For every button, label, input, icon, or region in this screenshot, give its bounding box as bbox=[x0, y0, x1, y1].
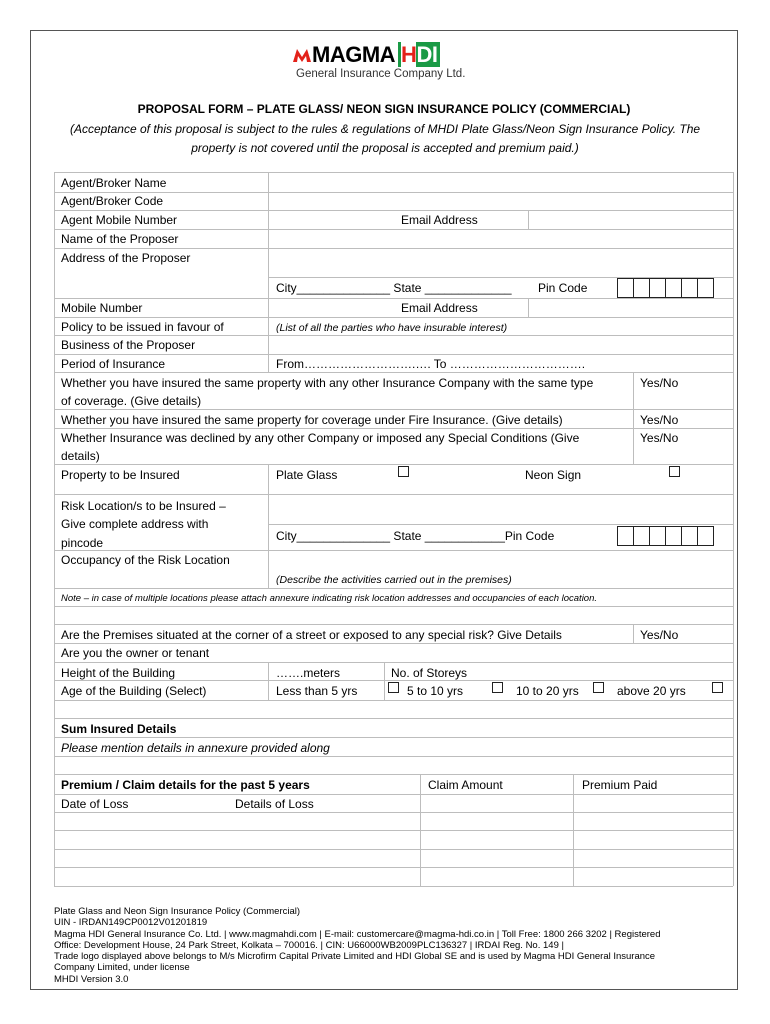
fire-insurance-question: Whether you have insured the same property for coverage under Fire Insurance. (Give details) bbox=[61, 413, 563, 427]
form-subtitle: (Acceptance of this proposal is subject to the rules & regulations of MHDI Plate Glass/Neon Sign Insurance Policy. The property is not covered until the proposal is accepted and premium paid.) bbox=[69, 122, 701, 155]
building-height-meters: …….meters bbox=[276, 666, 341, 680]
company-name: General Insurance Company Ltd. bbox=[296, 68, 466, 80]
premium-paid-header: Premium Paid bbox=[582, 778, 658, 792]
date-of-loss-header: Date of Loss bbox=[61, 797, 129, 811]
age-above-20-checkbox[interactable] bbox=[712, 682, 723, 693]
declined-question: Whether Insurance was declined by any other Company or imposed any Special Conditions (Give bbox=[61, 431, 580, 445]
agent-broker-code-label: Agent/Broker Code bbox=[61, 194, 164, 208]
footer-line: Trade logo displayed above belongs to M/s Microfirm Capital Private Limited and HDI Global SE and is used by Magma HDI General Insurance bbox=[54, 951, 656, 963]
magma-logo-icon bbox=[292, 47, 312, 63]
age-option-5-to-10: 5 to 10 yrs bbox=[407, 684, 464, 698]
owner-tenant-label: Are you the owner or tenant bbox=[61, 646, 210, 660]
neon-sign-checkbox[interactable] bbox=[669, 466, 680, 477]
other-insurance-question-cont: of coverage. (Give details) bbox=[61, 394, 202, 408]
risk-location-label-1: Risk Location/s to be Insured – bbox=[61, 499, 226, 513]
claim-amount-header: Claim Amount bbox=[428, 778, 503, 792]
plate-glass-checkbox[interactable] bbox=[398, 466, 409, 477]
form-title: PROPOSAL FORM – PLATE GLASS/ NEON SIGN INSURANCE POLICY (COMMERCIAL) bbox=[137, 102, 631, 116]
footer-line: Plate Glass and Neon Sign Insurance Policy (Commercial) bbox=[54, 906, 301, 917]
fire-insurance-yes-no[interactable]: Yes/No bbox=[640, 413, 679, 427]
occupancy-note: (Describe the activities carried out in the premises) bbox=[276, 574, 512, 586]
proposer-name-label: Name of the Proposer bbox=[61, 232, 179, 246]
pin-code-label: Pin Code bbox=[538, 281, 588, 295]
period-label: Period of Insurance bbox=[61, 357, 166, 371]
age-less-than-5-checkbox[interactable] bbox=[388, 682, 399, 693]
risk-location-label-3: pincode bbox=[61, 536, 104, 550]
corner-premises-question: Are the Premises situated at the corner of a street or exposed to any special risk? Give Details bbox=[61, 628, 562, 642]
company-logo bbox=[292, 42, 482, 86]
footer-line: Company Limited, under license bbox=[54, 962, 190, 974]
declined-yes-no[interactable]: Yes/No bbox=[640, 431, 679, 445]
annexure-note: Please mention details in annexure provided along bbox=[61, 741, 330, 755]
corner-premises-yes-no[interactable]: Yes/No bbox=[640, 628, 679, 642]
occupancy-label: Occupancy of the Risk Location bbox=[61, 553, 230, 567]
age-5-to-10-checkbox[interactable] bbox=[492, 682, 503, 693]
no-of-storeys-label: No. of Storeys bbox=[391, 666, 468, 680]
parties-note: (List of all the parties who have insurable interest) bbox=[276, 322, 508, 334]
logo-text-magma: MAGMA bbox=[312, 42, 396, 67]
footer bbox=[54, 906, 661, 985]
declined-question-cont: details) bbox=[61, 449, 100, 463]
pin-code-boxes[interactable] bbox=[618, 278, 714, 298]
other-insurance-question: Whether you have insured the same property with any other Insurance Company with the same type bbox=[61, 376, 594, 390]
agent-mobile-label: Agent Mobile Number bbox=[61, 213, 178, 227]
risk-pin-code-boxes[interactable] bbox=[618, 526, 714, 546]
risk-location-label-2: Give complete address with bbox=[61, 517, 209, 531]
property-insured-label: Property to be Insured bbox=[61, 468, 180, 482]
plate-glass-label: Plate Glass bbox=[276, 468, 338, 482]
agent-email-label: Email Address bbox=[401, 213, 478, 227]
city-state-label: City______________ State _____________ bbox=[276, 281, 512, 295]
logo-text-hdi: HDI bbox=[398, 42, 440, 67]
details-of-loss-header: Details of Loss bbox=[235, 797, 314, 811]
agent-broker-name-label: Agent/Broker Name bbox=[61, 176, 167, 190]
mobile-number-label: Mobile Number bbox=[61, 301, 143, 315]
age-option-less-than-5: Less than 5 yrs bbox=[276, 684, 358, 698]
business-label: Business of the Proposer bbox=[61, 338, 196, 352]
period-from-to: From……………………….…. To ……………………………. bbox=[276, 357, 586, 371]
multiple-locations-note: Note – in case of multiple locations please attach annexure indicating risk location addresses and occupancies of each location. bbox=[61, 593, 598, 604]
risk-city-state-pin: City______________ State ____________Pin Code bbox=[276, 529, 555, 543]
neon-sign-label: Neon Sign bbox=[525, 468, 582, 482]
premium-claim-heading: Premium / Claim details for the past 5 years bbox=[61, 778, 310, 792]
policy-favour-label: Policy to be issued in favour of bbox=[61, 320, 224, 334]
other-insurance-yes-no[interactable]: Yes/No bbox=[640, 376, 679, 390]
proposer-address-label: Address of the Proposer bbox=[61, 251, 191, 265]
building-height-label: Height of the Building bbox=[61, 666, 176, 680]
proposer-email-label: Email Address bbox=[401, 301, 478, 315]
footer-line: MHDI Version 3.0 bbox=[54, 973, 129, 985]
footer-line: UIN - IRDAN149CP0012V01201819 bbox=[54, 917, 208, 929]
footer-line: Magma HDI General Insurance Co. Ltd. | www.magmahdi.com | E-mail: customercare@magma-hdi.co.in | Toll Free: 1800 266 3202 | Registered bbox=[54, 928, 661, 940]
age-option-above-20: above 20 yrs bbox=[617, 684, 686, 698]
age-10-to-20-checkbox[interactable] bbox=[593, 682, 604, 693]
age-option-10-to-20: 10 to 20 yrs bbox=[516, 684, 579, 698]
sum-insured-heading: Sum Insured Details bbox=[61, 722, 177, 736]
building-age-label: Age of the Building (Select) bbox=[61, 684, 207, 698]
footer-line: Office: Development House, 24 Park Street, Kolkata – 700016. | CIN: U66000WB2009PLC136327 | IRDAI Reg. No. 149 | bbox=[54, 939, 564, 951]
